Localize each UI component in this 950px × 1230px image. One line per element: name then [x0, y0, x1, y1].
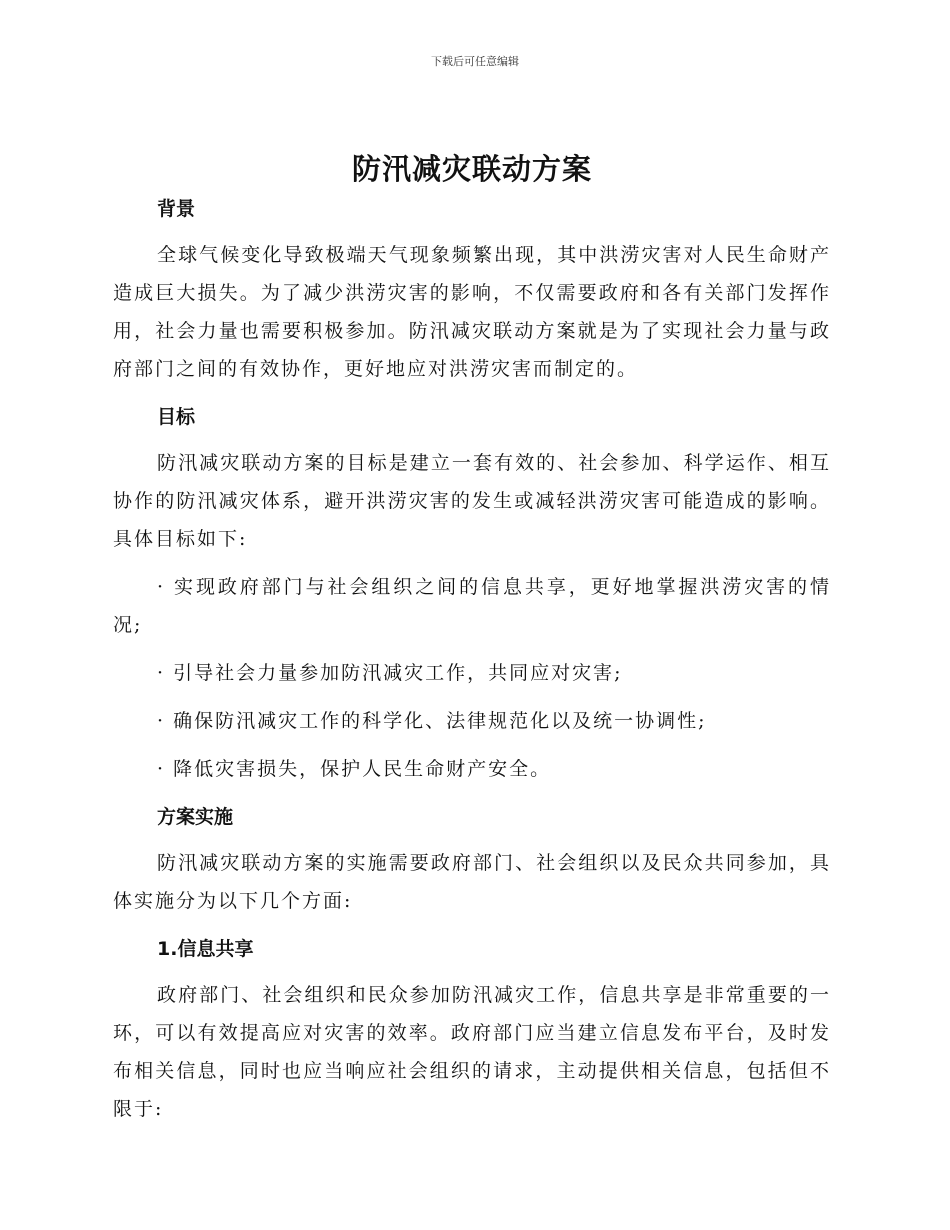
- section-heading-goals: 目标: [157, 406, 196, 428]
- document-title: 防汛减灾联动方案: [351, 152, 592, 186]
- paragraph-implementation: 防汛减灾联动方案的实施需要政府部门、社会组织以及民众共同参加，具体实施分为以下几个方面:: [113, 852, 831, 912]
- paragraph-info-sharing: 政府部门、社会组织和民众参加防汛减灾工作，信息共享是非常重要的一环，可以有效提高应对灾害的效率。政府部门应当建立信息发布平台，及时发布相关信息，同时也应当响应社会组织的请求，主动提供相关信息，包括但不限于:: [113, 984, 831, 1120]
- goal-bullet-item: · 实现政府部门与社会组织之间的信息共享，更好地掌握洪涝灾害的情况;: [113, 576, 831, 636]
- paragraph-background: 全球气候变化导致极端天气现象频繁出现，其中洪涝灾害对人民生命财产造成巨大损失。为了减少洪涝灾害的影响，不仅需要政府和各有关部门发挥作用，社会力量也需要积极参加。防汛减灾联动方案就是为了实现社会力量与政府部门之间的有效协作，更好地应对洪涝灾害而制定的。: [113, 244, 831, 380]
- section-heading-background: 背景: [157, 198, 196, 220]
- section-heading-implementation: 方案实施: [157, 806, 234, 828]
- document-body: [113, 146, 831, 1128]
- goal-bullet-item: · 确保防汛减灾工作的科学化、法律规范化以及统一协调性;: [157, 710, 707, 732]
- section-heading-info-sharing: 1.信息共享: [157, 938, 254, 960]
- goal-bullet-item: · 引导社会力量参加防汛减灾工作，共同应对灾害;: [157, 662, 623, 684]
- paragraph-goals: 防汛减灾联动方案的目标是建立一套有效的、社会参加、科学运作、相互协作的防汛减灾体系，避开洪涝灾害的发生或减轻洪涝灾害可能造成的影响。具体目标如下:: [113, 452, 831, 550]
- goal-bullet-item: · 降低灾害损失，保护人民生命财产安全。: [157, 758, 552, 780]
- page-header-note: 下载后可任意编辑: [431, 55, 519, 68]
